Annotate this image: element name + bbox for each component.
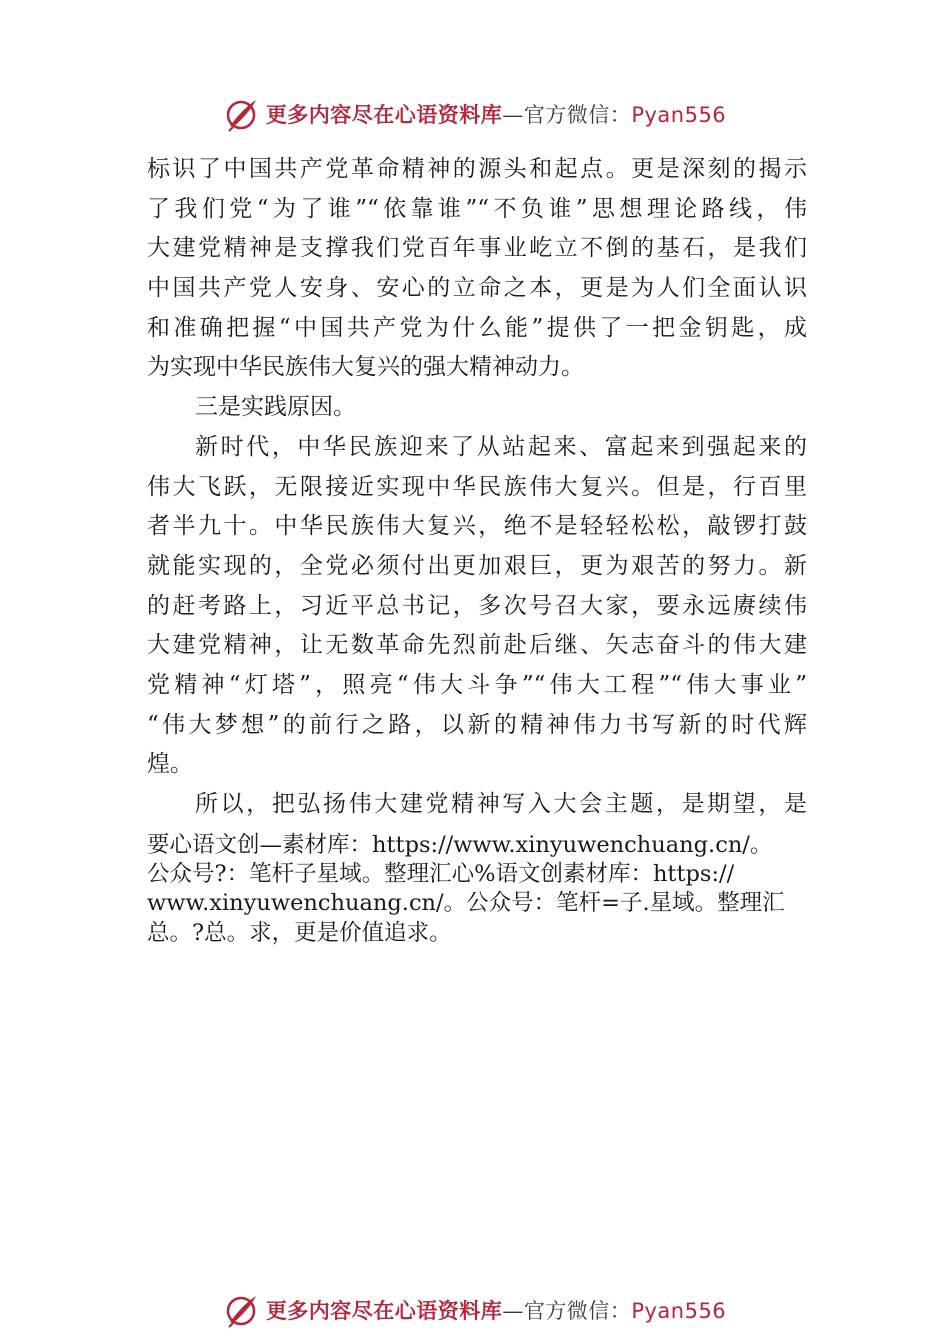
body-line: “伟大梦想”的前行之路，以新的精神伟力书写新的时代辉	[147, 711, 807, 738]
watermark-line: www.xinyuwenchuang.cn/。公众号：笔杆=子.星域。整理汇	[147, 890, 785, 917]
footer-prefix: 更多内容尽在心语资料库	[265, 1298, 503, 1323]
header-dash: —	[502, 103, 524, 127]
body-line: 为实现中华民族伟大复兴的强大精神动力。	[147, 354, 584, 381]
body-line: 所以，把弘扬伟大建党精神写入大会主题，是期望，是	[195, 791, 807, 817]
watermark-block	[147, 831, 807, 949]
body-line: 党精神“灯塔”，照亮“伟大斗争”“伟大工程”“伟大事业”	[147, 671, 807, 698]
quill-pen-logo-icon	[224, 1292, 260, 1328]
footer-id: Pyan556	[631, 1299, 727, 1323]
body-line: 伟大飞跃，无限接近实现中华民族伟大复兴。但是，行百里	[147, 473, 807, 500]
body-line: 中国共产党人安身、安心的立命之本，更是为人们全面认识	[147, 275, 807, 302]
header-prefix: 更多内容尽在心语资料库	[265, 102, 503, 127]
quill-pen-logo-icon	[224, 96, 260, 132]
document-body	[147, 150, 807, 948]
footer-middle: 官方微信：	[523, 1299, 632, 1323]
body-line: 和准确把握“中国共产党为什么能”提供了一把金钥匙，成	[147, 314, 807, 341]
header-middle: 官方微信：	[523, 103, 632, 127]
footer-text	[266, 1295, 726, 1325]
body-line: 新时代，中华民族迎来了从站起来、富起来到强起来的	[195, 433, 807, 460]
body-line: 就能实现的，全党必须付出更加艰巨，更为艰苦的努力。新	[147, 552, 807, 579]
body-line: 了我们党“为了谁”“依靠谁”“不负谁”思想理论路线，伟	[147, 195, 807, 222]
body-line: 大建党精神是支撑我们党百年事业屹立不倒的基石，是我们	[147, 235, 807, 262]
header-id: Pyan556	[631, 103, 727, 127]
body-line: 者半九十。中华民族伟大复兴，绝不是轻轻松松，敲锣打鼓	[147, 513, 807, 540]
body-line: 的赶考路上，习近平总书记，多次号召大家，要永远赓续伟	[147, 592, 807, 619]
footer-banner	[0, 1290, 950, 1330]
footer-dash: —	[502, 1299, 524, 1323]
watermark-line: 公众号?：笔杆子星域。整理汇心%语文创素材库：https://	[147, 861, 735, 888]
body-line: 煌。	[147, 751, 193, 778]
body-line: 大建党精神，让无数革命先烈前赴后继、矢志奋斗的伟大建	[147, 632, 807, 659]
watermark-line: 总。?总。求，更是价值追求。	[147, 919, 452, 946]
section-heading: 三是实践原因。	[195, 394, 356, 421]
body-line: 标识了中国共产党革命精神的源头和起点。更是深刻的揭示	[147, 156, 807, 182]
header-banner	[0, 94, 950, 134]
watermark-line: 要心语文创—素材库：https://www.xinyuwenchuang.cn/。	[147, 831, 773, 858]
header-text	[266, 99, 726, 129]
